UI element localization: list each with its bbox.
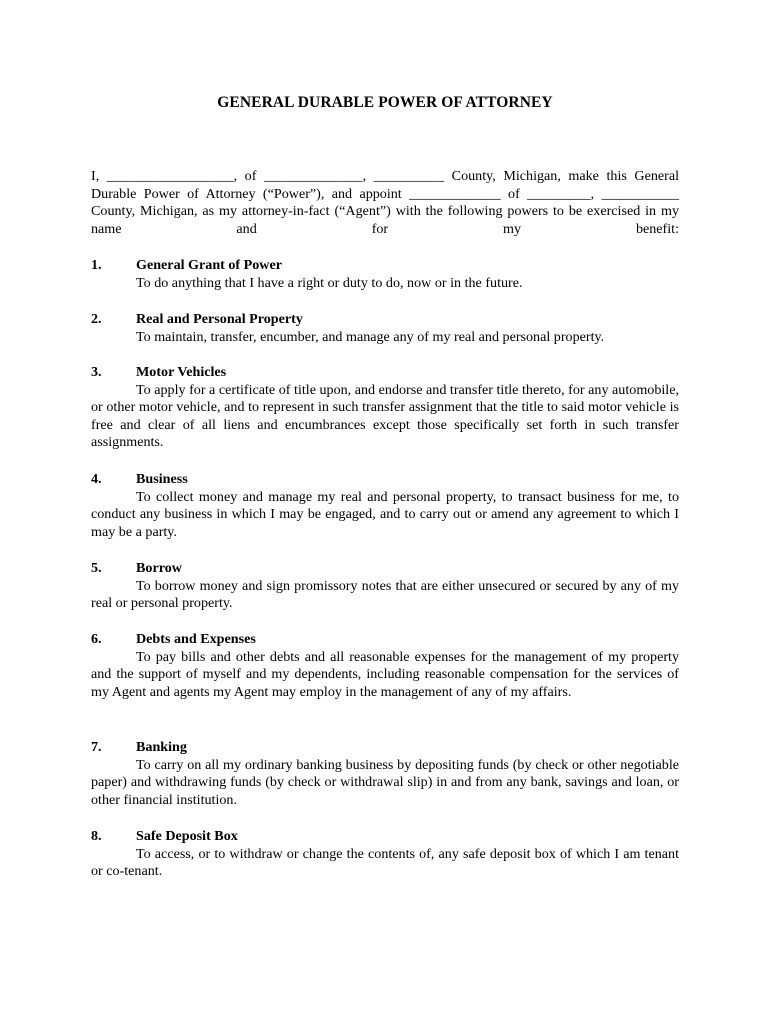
intro-paragraph: I, __________________, of ______________, __________ County, Michigan, make this General Durable Power of Attorney (“Power”), and appoint _____________ of _________, ___________ County, Michigan, as my attorney-in-fact (“Agent”) with the following powers to be exercised in my name and for my benefit: <box>91 168 679 237</box>
section-body: To borrow money and sign promissory notes that are either unsecured or secured by any of my real or personal property. <box>91 577 679 612</box>
section-heading: Borrow <box>136 560 182 576</box>
section-number: 3. <box>91 364 102 380</box>
section-heading: Banking <box>136 739 187 755</box>
section-body: To access, or to withdraw or change the contents of, any safe deposit box of which I am tenant or co-tenant. <box>91 845 679 880</box>
section-number: 5. <box>91 560 102 576</box>
section-business <box>91 471 679 541</box>
section-body: To pay bills and other debts and all reasonable expenses for the management of my property and the support of myself and my dependents, including reasonable compensation for the services of my Agent and agents my Agent may employ in the management of any of my affairs. <box>91 648 679 700</box>
section-number: 4. <box>91 471 102 487</box>
section-number: 6. <box>91 631 102 647</box>
section-body: To maintain, transfer, encumber, and manage any of my real and personal property. <box>136 328 605 345</box>
section-heading: Debts and Expenses <box>136 631 256 647</box>
section-banking <box>91 739 679 809</box>
section-number: 7. <box>91 739 102 755</box>
section-body: To apply for a certificate of title upon, and endorse and transfer title thereto, for any automobile, or other motor vehicle, and to represent in such transfer assignment that the title to said motor vehicle is free and clear of all liens and encumbrances except those specifically set forth in such transfer assignments. <box>91 381 679 451</box>
section-general-grant <box>91 257 679 292</box>
section-safe-deposit-box <box>91 828 679 881</box>
section-debts-expenses <box>91 631 679 701</box>
section-heading: Safe Deposit Box <box>136 828 238 844</box>
section-heading: Motor Vehicles <box>136 364 227 380</box>
section-heading: Business <box>136 471 188 487</box>
document-title: GENERAL DURABLE POWER OF ATTORNEY <box>217 94 553 111</box>
section-body: To carry on all my ordinary banking business by depositing funds (by check or other negotiable paper) and withdrawing funds (by check or withdrawal slip) in and from any bank, savings and loan, or other financial institution. <box>91 756 679 808</box>
section-number: 2. <box>91 311 102 327</box>
section-body: To collect money and manage my real and personal property, to transact business for me, to conduct any business in which I may be engaged, and to carry out or amend any agreement to which I may be a party. <box>91 488 679 540</box>
section-property <box>91 311 679 346</box>
section-heading: Real and Personal Property <box>136 311 303 327</box>
section-heading: General Grant of Power <box>136 257 282 273</box>
section-motor-vehicles <box>91 364 679 452</box>
section-number: 1. <box>91 257 102 273</box>
section-borrow <box>91 560 679 613</box>
section-number: 8. <box>91 828 102 844</box>
section-body: To do anything that I have a right or duty to do, now or in the future. <box>136 274 523 291</box>
